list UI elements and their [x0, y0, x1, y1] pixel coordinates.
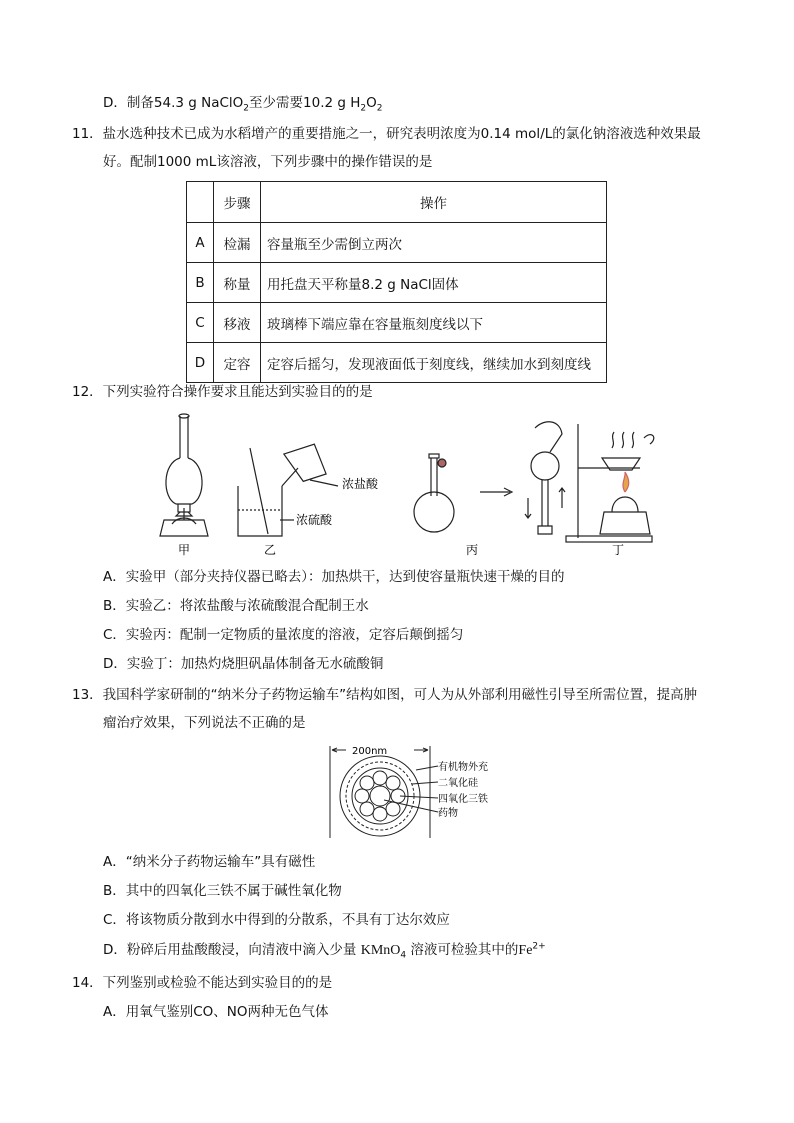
- q12-option-b: B．实验乙：将浓盐酸与浓硫酸混合配制王水: [103, 598, 369, 614]
- q11-stem-line2: 好。配制1000 mL该溶液，下列步骤中的操作错误的是: [103, 154, 433, 170]
- q13-stem-line1: 13．我国科学家研制的“纳米分子药物运输车”结构如图，可人为从外部利用磁性引导至所需位置，提高肿: [72, 687, 698, 703]
- table-header-row: [187, 182, 607, 223]
- q14-stem: 14．下列鉴别或检验不能达到实验目的的是: [72, 975, 333, 991]
- label-ding: 丁: [612, 543, 625, 557]
- label-yi: 乙: [264, 543, 277, 557]
- label-bing: 丙: [466, 543, 479, 557]
- q13-option-d: D．粉碎后用盐酸酸浸，向清液中滴入少量 KMnO$_4$ 溶液可检验其中的$Fe^{2+}$: [103, 941, 546, 961]
- label-size: 200nm: [352, 746, 388, 757]
- q10-option-d: D．制备54.3 g NaClO$_2$至少需要10.2 g $H_2O_2$: [103, 95, 383, 114]
- table-cell: 定容后摇匀，发现液面低于刻度线，继续加水到刻度线: [261, 343, 607, 383]
- q12-option-d: D．实验丁：加热灼烧胆矾晶体制备无水硫酸铜: [103, 656, 384, 672]
- table-cell: 定容: [214, 343, 261, 383]
- table-cell: D: [187, 343, 214, 383]
- q12-option-a: A．实验甲（部分夹持仪器已略去）：加热烘干，达到使容量瓶快速干燥的目的: [103, 569, 565, 585]
- table-cell: 检漏: [214, 223, 261, 263]
- q12-stem: 12．下列实验符合操作要求且能达到实验目的的是: [72, 384, 373, 400]
- table-header-cell: 操作: [261, 182, 607, 223]
- table-cell: 用托盘天平称量8.2 g NaCl固体: [261, 263, 607, 303]
- q11-steps-table: [186, 181, 607, 383]
- q13-nanoparticle-figure: [326, 740, 496, 840]
- table-cell: 称量: [214, 263, 261, 303]
- table-row: [187, 263, 607, 303]
- label-drug: 药物: [438, 808, 458, 819]
- q13-option-b: B．其中的四氧化三铁不属于碱性氧化物: [103, 883, 342, 899]
- table-cell: 容量瓶至少需倒立两次: [261, 223, 607, 263]
- table-row: [187, 223, 607, 263]
- q11-stem-line1: 11．盐水选种技术已成为水稻增产的重要措施之一，研究表明浓度为0.14 mol/L的氯化钠溶液选种效果最: [72, 126, 701, 142]
- q13-option-c: C．将该物质分散到水中得到的分散系，不具有丁达尔效应: [103, 912, 450, 928]
- apparatus-jia: [160, 414, 208, 536]
- q12-apparatus-figure: [150, 408, 670, 558]
- table-row: [187, 343, 607, 383]
- label-silica: 二氧化硅: [438, 778, 478, 789]
- table-header-cell: [187, 182, 214, 223]
- q13-stem-line2: 瘤治疗效果，下列说法不正确的是: [103, 715, 306, 731]
- label-conc-h2so4: 浓硫酸: [296, 513, 333, 527]
- label-fe3o4: 四氧化三铁: [438, 794, 488, 805]
- table-header-cell: 步骤: [214, 182, 261, 223]
- apparatus-ding: [566, 424, 654, 542]
- table-row: [187, 303, 607, 343]
- label-jia: 甲: [178, 543, 191, 557]
- table-cell: 玻璃棒下端应靠在容量瓶刻度线以下: [261, 303, 607, 343]
- apparatus-bing: [414, 422, 565, 534]
- table-cell: C: [187, 303, 214, 343]
- q12-option-c: C．实验丙：配制一定物质的量浓度的溶液，定容后颠倒摇匀: [103, 627, 464, 643]
- table-cell: A: [187, 223, 214, 263]
- label-organic-shell: 有机物外充: [438, 762, 488, 773]
- q14-option-a: A．用氧气鉴别CO、NO两种无色气体: [103, 1004, 329, 1020]
- q13-option-a: A．“纳米分子药物运输车”具有磁性: [103, 854, 316, 870]
- table-cell: 移液: [214, 303, 261, 343]
- table-cell: B: [187, 263, 214, 303]
- label-conc-hcl: 浓盐酸: [342, 477, 379, 491]
